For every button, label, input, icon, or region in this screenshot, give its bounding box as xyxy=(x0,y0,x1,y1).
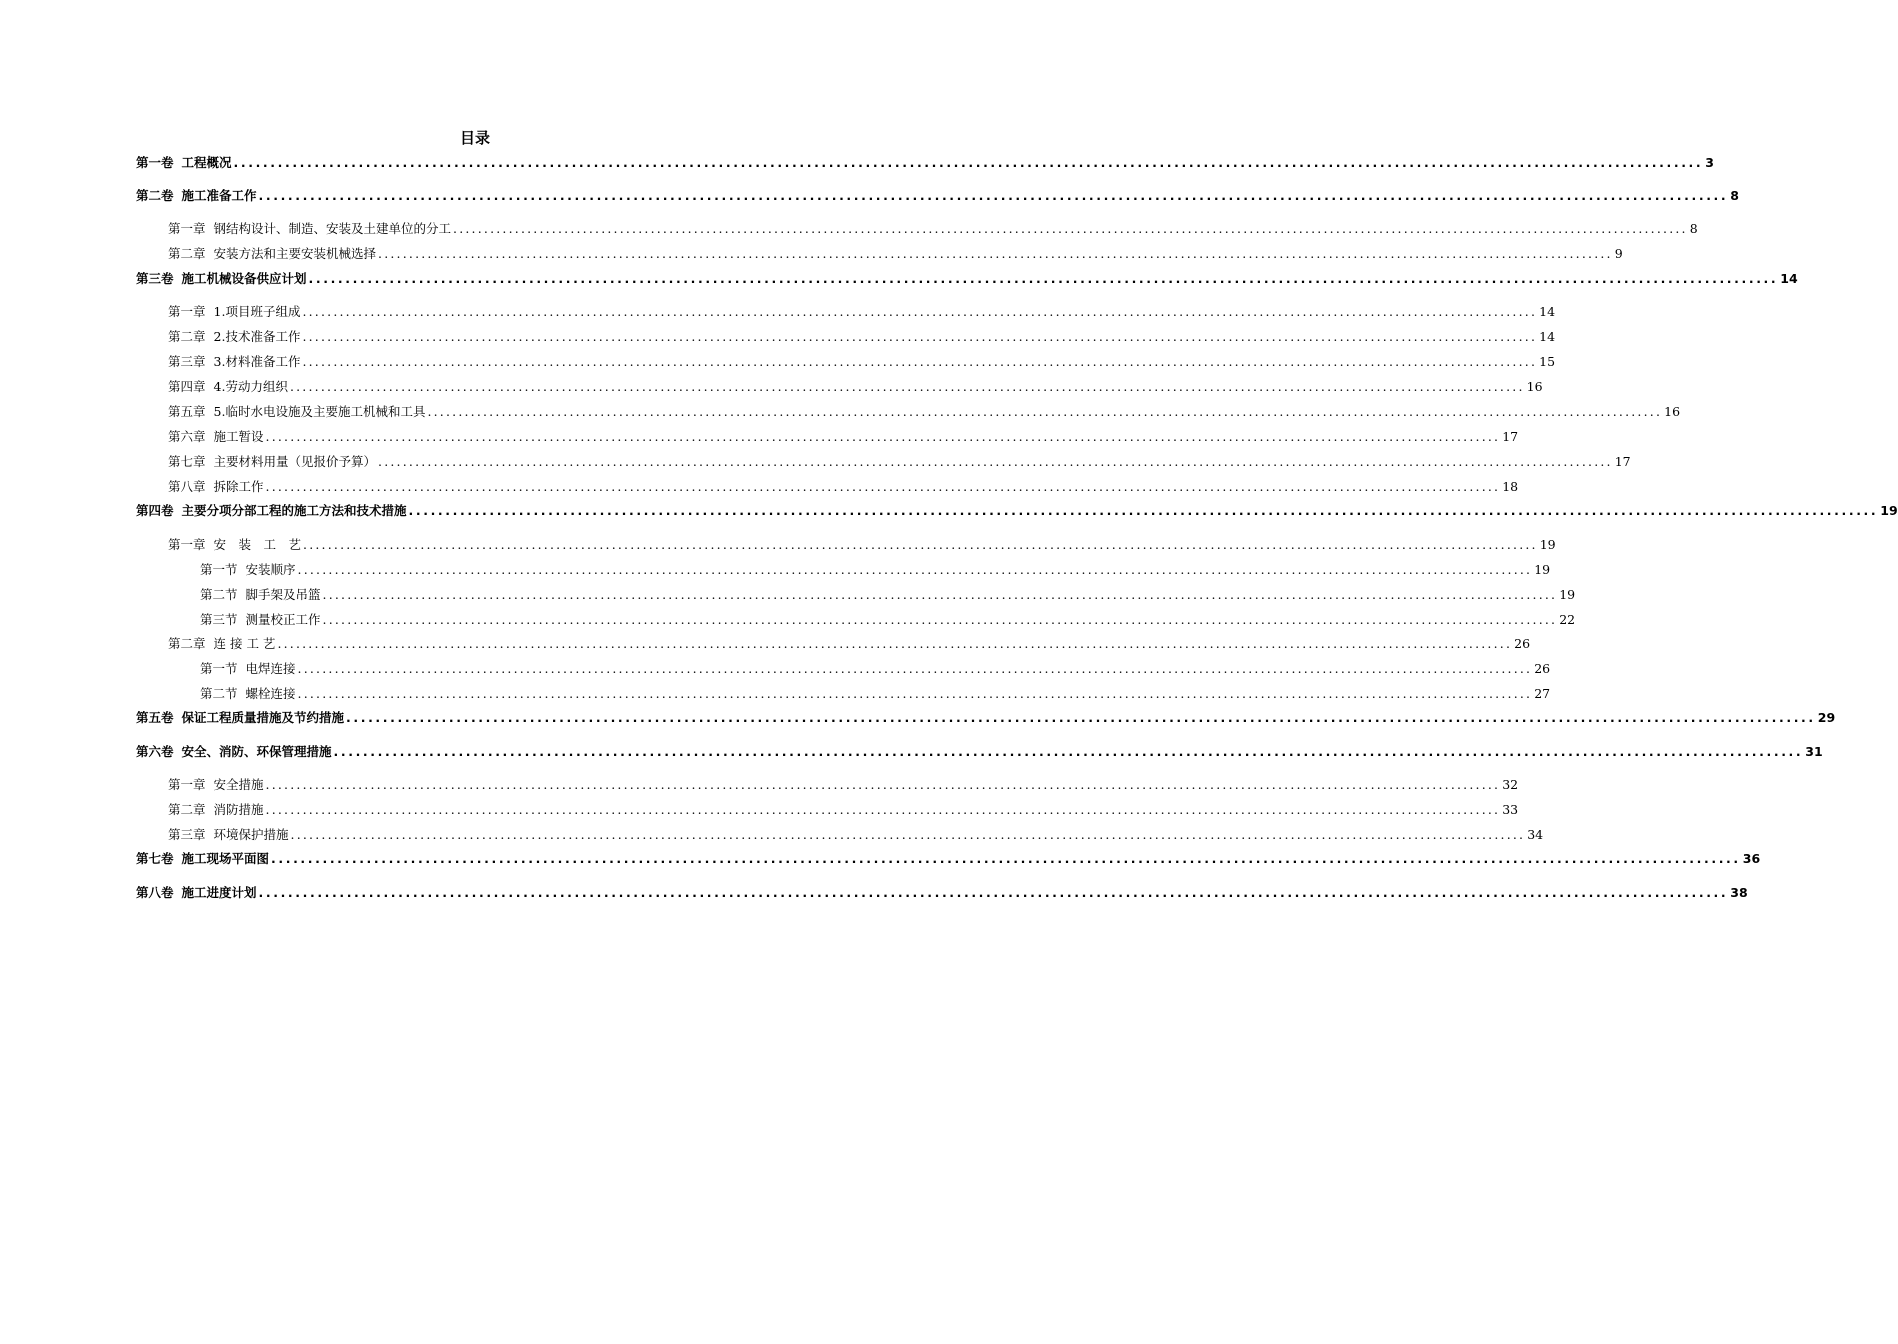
toc-entry-page-number: 32 xyxy=(1502,777,1519,792)
toc-entry-page-number: 22 xyxy=(1559,612,1576,627)
dot-leader: ........................................................................................................................................................................................................ xyxy=(427,404,1663,419)
dot-leader: ........................................................................................................................................................................................................ xyxy=(265,479,1501,494)
toc-entry-number: 第一卷 xyxy=(136,155,174,170)
dot-leader: ........................................................................................................................................................................................................ xyxy=(271,851,1741,866)
toc-entry-label xyxy=(136,270,307,288)
dot-leader: ........................................................................................................................................................................................................ xyxy=(289,379,1525,394)
toc-entry-chapter[interactable] xyxy=(168,353,1556,371)
toc-entry-number: 第一节 xyxy=(200,661,238,676)
toc-entry-number: 第二节 xyxy=(200,587,238,602)
toc-entry-label xyxy=(136,743,332,761)
toc-entry-page-number: 19 xyxy=(1539,537,1556,552)
toc-entry-text: 安装顺序 xyxy=(245,562,296,577)
toc-entry-page-number: 38 xyxy=(1730,885,1748,900)
toc-entry-chapter[interactable] xyxy=(168,378,1543,396)
dot-leader: ........................................................................................................................................................................................................ xyxy=(378,246,1613,261)
toc-entry-page-number: 16 xyxy=(1664,404,1681,419)
toc-entry-text: 消防措施 xyxy=(213,802,264,817)
toc-entry-label xyxy=(136,884,257,902)
toc-entry-label xyxy=(136,502,407,520)
toc-entry-text: 施工准备工作 xyxy=(181,188,257,203)
toc-entry-section[interactable] xyxy=(200,611,1576,629)
toc-entry-chapter[interactable] xyxy=(168,478,1519,496)
toc-entry-chapter[interactable] xyxy=(168,245,1623,263)
toc-entry-number: 第二卷 xyxy=(136,188,174,203)
dot-leader: ........................................................................................................................................................................................................ xyxy=(453,221,1688,236)
toc-entry-label xyxy=(168,453,376,471)
toc-entry-label xyxy=(168,478,264,496)
toc-entry-number: 第四章 xyxy=(168,379,206,394)
toc-entry-page-number: 14 xyxy=(1539,304,1556,319)
toc-entry-chapter[interactable] xyxy=(168,220,1698,238)
toc-entry-number: 第一章 xyxy=(168,221,206,236)
dot-leader: ........................................................................................................................................................................................................ xyxy=(308,271,1779,286)
dot-leader: ........................................................................................................................................................................................................ xyxy=(303,537,1538,552)
toc-entry-number: 第一节 xyxy=(200,562,238,577)
dot-leader: ........................................................................................................................................................................................................ xyxy=(378,454,1613,469)
toc-entry-text: 工程概况 xyxy=(181,155,232,170)
toc-entry-chapter[interactable] xyxy=(168,776,1519,794)
toc-entry-number: 第四卷 xyxy=(136,503,174,518)
toc-entry-number: 第二章 xyxy=(168,329,206,344)
toc-entry-chapter[interactable] xyxy=(168,635,1531,653)
toc-entry-label xyxy=(168,303,300,321)
dot-leader: ........................................................................................................................................................................................................ xyxy=(408,503,1879,518)
toc-entry-page-number: 31 xyxy=(1805,744,1823,759)
dot-leader: ........................................................................................................................................................................................................ xyxy=(297,562,1533,577)
toc-entry-chapter[interactable] xyxy=(168,826,1544,844)
toc-entry-label xyxy=(136,709,344,727)
dot-leader: ........................................................................................................................................................................................................ xyxy=(233,155,1704,170)
dot-leader: ........................................................................................................................................................................................................ xyxy=(277,636,1513,651)
toc-entry-number: 第二章 xyxy=(168,802,206,817)
toc-entry-label xyxy=(168,776,264,794)
toc-entry-number: 第一章 xyxy=(168,537,206,552)
toc-entry-text: 施工进度计划 xyxy=(181,885,257,900)
toc-entry-page-number: 29 xyxy=(1817,710,1836,725)
toc-entry-text: 3.材料准备工作 xyxy=(213,354,301,369)
toc-entry-label xyxy=(168,328,300,346)
toc-entry-chapter[interactable] xyxy=(168,328,1556,346)
toc-entry-number: 第三节 xyxy=(200,612,238,627)
toc-entry-chapter[interactable] xyxy=(168,428,1519,446)
toc-entry-text: 测量校正工作 xyxy=(245,612,321,627)
toc-entry-text: 拆除工作 xyxy=(213,479,264,494)
toc-entry-section[interactable] xyxy=(200,561,1551,579)
toc-entry-label xyxy=(168,826,289,844)
toc-entry-label xyxy=(168,245,376,263)
toc-entry-number: 第三章 xyxy=(168,354,206,369)
toc-entry-label xyxy=(200,611,321,629)
toc-entry-label xyxy=(136,154,232,172)
toc-entry-label xyxy=(168,801,264,819)
toc-title: 目录 xyxy=(459,129,490,147)
dot-leader: ........................................................................................................................................................................................................ xyxy=(258,188,1729,203)
dot-leader: ........................................................................................................................................................................................................ xyxy=(333,744,1804,759)
toc-entry-number: 第一章 xyxy=(168,777,206,792)
toc-entry-text: 电焊连接 xyxy=(245,661,296,676)
toc-entry-page-number: 19 xyxy=(1559,587,1576,602)
toc-entry-page-number: 9 xyxy=(1614,246,1623,261)
dot-leader: ........................................................................................................................................................................................................ xyxy=(322,587,1558,602)
dot-leader: ........................................................................................................................................................................................................ xyxy=(302,354,1538,369)
toc-entry-number: 第三卷 xyxy=(136,271,174,286)
toc-entry-number: 第二章 xyxy=(168,636,206,651)
toc-entry-text: 安全措施 xyxy=(213,777,264,792)
dot-leader: ........................................................................................................................................................................................................ xyxy=(297,661,1533,676)
toc-entry-label xyxy=(136,850,269,868)
toc-entry-section[interactable] xyxy=(200,586,1576,604)
toc-entry-volume[interactable] xyxy=(136,884,1748,902)
toc-entry-label xyxy=(168,220,451,238)
toc-entry-number: 第八章 xyxy=(168,479,206,494)
toc-entry-number: 第七卷 xyxy=(136,851,174,866)
toc-entry-section[interactable] xyxy=(200,685,1551,703)
dot-leader: ........................................................................................................................................................................................................ xyxy=(258,885,1729,900)
dot-leader: ........................................................................................................................................................................................................ xyxy=(297,686,1533,701)
dot-leader: ........................................................................................................................................................................................................ xyxy=(265,429,1501,444)
toc-entry-page-number: 19 xyxy=(1880,503,1898,518)
toc-entry-text: 安装方法和主要安装机械选择 xyxy=(213,246,377,261)
dot-leader: ........................................................................................................................................................................................................ xyxy=(346,710,1816,725)
toc-entry-page-number: 16 xyxy=(1526,379,1543,394)
dot-leader: ........................................................................................................................................................................................................ xyxy=(322,612,1558,627)
toc-entry-page-number: 19 xyxy=(1534,562,1551,577)
toc-entry-text: 4.劳动力组织 xyxy=(213,379,288,394)
toc-entry-number: 第六卷 xyxy=(136,744,174,759)
toc-entry-label xyxy=(168,403,425,421)
toc-entry-text: 2.技术准备工作 xyxy=(213,329,301,344)
toc-entry-page-number: 3 xyxy=(1705,155,1714,170)
toc-entry-number: 第二节 xyxy=(200,686,238,701)
toc-entry-section[interactable] xyxy=(200,660,1551,678)
toc-entry-page-number: 26 xyxy=(1514,636,1531,651)
toc-entry-text: 螺栓连接 xyxy=(245,686,296,701)
toc-entry-chapter[interactable] xyxy=(168,536,1556,554)
toc-entry-chapter[interactable] xyxy=(168,801,1519,819)
toc-entry-volume[interactable] xyxy=(136,502,1898,520)
toc-entry-label xyxy=(168,428,264,446)
toc-entry-label xyxy=(168,378,288,396)
toc-entry-text: 施工现场平面图 xyxy=(181,851,270,866)
toc-entry-text: 施工机械设备供应计划 xyxy=(181,271,307,286)
toc-entry-text: 主要材料用量（见报价予算） xyxy=(213,454,377,469)
toc-entry-label xyxy=(200,586,321,604)
toc-entry-volume[interactable] xyxy=(136,187,1739,205)
toc-entry-number: 第八卷 xyxy=(136,885,174,900)
toc-entry-label xyxy=(200,660,296,678)
toc-entry-number: 第七章 xyxy=(168,454,206,469)
toc-entry-label xyxy=(200,561,296,579)
toc-entry-chapter[interactable] xyxy=(168,403,1681,421)
toc-entry-volume[interactable] xyxy=(136,154,1714,172)
toc-entry-page-number: 8 xyxy=(1730,188,1739,203)
dot-leader: ........................................................................................................................................................................................................ xyxy=(265,802,1501,817)
toc-entry-text: 环境保护措施 xyxy=(213,827,289,842)
toc-entry-text: 连 接 工 艺 xyxy=(213,636,276,651)
toc-entry-number: 第五章 xyxy=(168,404,206,419)
toc-entry-page-number: 14 xyxy=(1780,271,1798,286)
toc-entry-page-number: 15 xyxy=(1539,354,1556,369)
toc-entry-page-number: 27 xyxy=(1534,686,1551,701)
toc-entry-page-number: 33 xyxy=(1502,802,1519,817)
dot-leader: ........................................................................................................................................................................................................ xyxy=(290,827,1526,842)
dot-leader: ........................................................................................................................................................................................................ xyxy=(265,777,1501,792)
toc-entry-label xyxy=(168,353,300,371)
toc-entry-text: 安 装 工 艺 xyxy=(213,537,302,552)
toc-entry-label xyxy=(136,187,257,205)
toc-entry-page-number: 18 xyxy=(1502,479,1519,494)
toc-entry-text: 5.临时水电设施及主要施工机械和工具 xyxy=(213,404,426,419)
toc-entry-volume[interactable] xyxy=(136,709,1836,727)
toc-entry-label xyxy=(168,635,275,653)
toc-entry-label xyxy=(168,536,301,554)
toc-entry-text: 保证工程质量措施及节约措施 xyxy=(181,710,345,725)
toc-entry-page-number: 36 xyxy=(1742,851,1761,866)
toc-entry-number: 第五卷 xyxy=(136,710,174,725)
toc-entry-number: 第一章 xyxy=(168,304,206,319)
toc-entry-label xyxy=(200,685,296,703)
toc-entry-page-number: 34 xyxy=(1527,827,1544,842)
toc-entry-text: 主要分项分部工程的施工方法和技术措施 xyxy=(181,503,407,518)
toc-entry-page-number: 8 xyxy=(1689,221,1698,236)
toc-entry-text: 钢结构设计、制造、安装及土建单位的分工 xyxy=(213,221,452,236)
toc-entry-number: 第二章 xyxy=(168,246,206,261)
toc-entry-volume[interactable] xyxy=(136,850,1761,868)
toc-entry-page-number: 17 xyxy=(1502,429,1519,444)
toc-entry-text: 施工暂设 xyxy=(213,429,264,444)
toc-entry-volume[interactable] xyxy=(136,270,1798,288)
dot-leader: ........................................................................................................................................................................................................ xyxy=(302,329,1538,344)
toc-entry-page-number: 26 xyxy=(1534,661,1551,676)
toc-entry-text: 脚手架及吊篮 xyxy=(245,587,321,602)
toc-entry-text: 安全、消防、环保管理措施 xyxy=(181,744,332,759)
toc-entry-page-number: 17 xyxy=(1614,454,1631,469)
toc-entry-number: 第六章 xyxy=(168,429,206,444)
dot-leader: ........................................................................................................................................................................................................ xyxy=(302,304,1538,319)
toc-entry-text: 1.项目班子组成 xyxy=(213,304,301,319)
toc-entry-number: 第三章 xyxy=(168,827,206,842)
toc-entry-chapter[interactable] xyxy=(168,303,1556,321)
toc-entry-volume[interactable] xyxy=(136,743,1823,761)
toc-entry-page-number: 14 xyxy=(1539,329,1556,344)
toc-entry-chapter[interactable] xyxy=(168,453,1631,471)
